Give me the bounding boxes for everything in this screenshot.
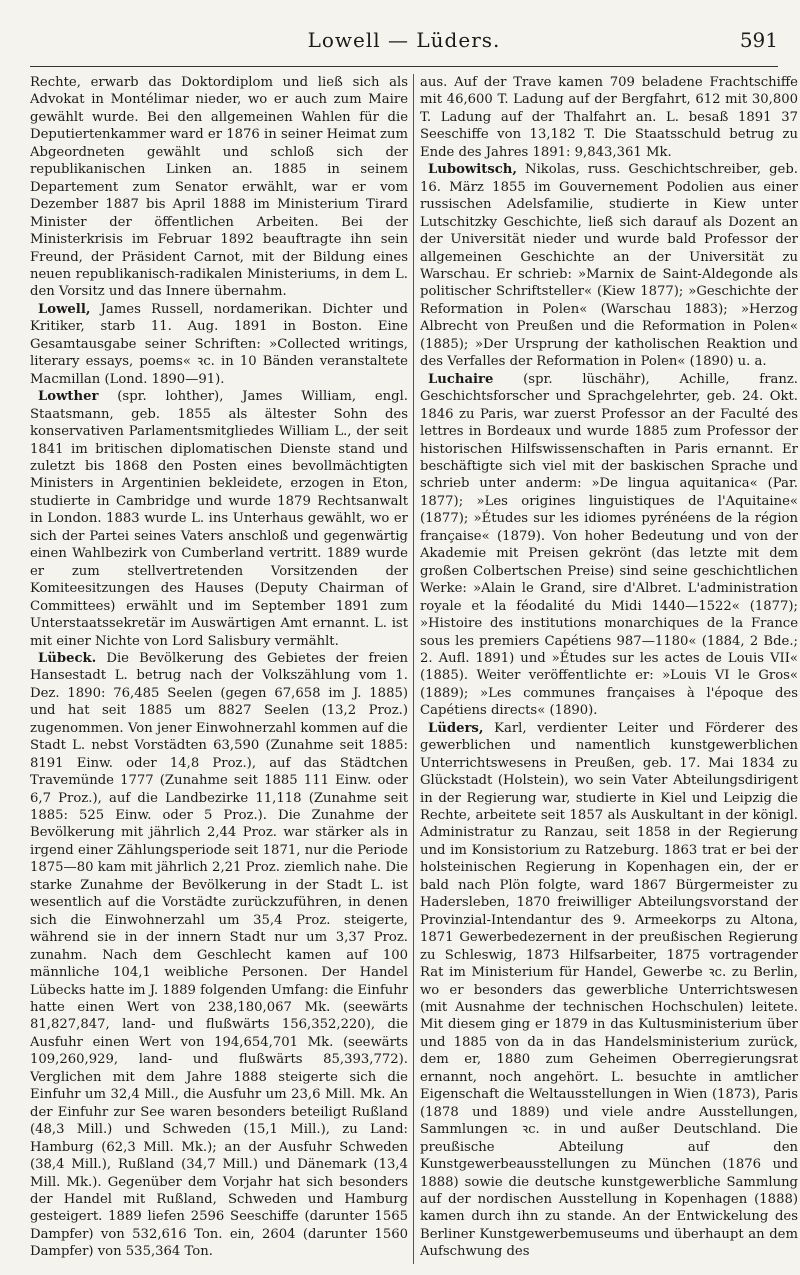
article-luebeck	[30, 650, 408, 1261]
article-headword: Lowther	[38, 389, 99, 405]
article-text: Nikolas, russ. Geschichtschreiber, geb. 16. März 1855 im Gouvernement Podolien aus einer russischen Adelsfamilie, studierte in Kiew unter Lutschitzky Geschichte, ließ sich darauf als Dozent an der Universität nieder und wurde bald Professor der allgemeinen Geschichte an der Universität zu Warschau. Er schrieb: »Marnix de Saint-Aldegonde als politischer Schriftsteller« (Kiew 1877); »Geschichte der Reformation in Polen« (Warschau 1883); »Herzog Albrecht von Preußen und die Reformation in Polen« (1885); »Der Ursprung der katholischen Reaktion und des Verfalles der Reformation in Polen« (1890) u. a.	[420, 162, 798, 370]
article-paragraph	[30, 74, 408, 301]
article-lowther	[30, 388, 408, 650]
article-headword: Lüders,	[428, 720, 484, 736]
column-divider	[413, 74, 414, 1264]
article-text: Karl, verdienter Leiter und Förderer des gewerblichen und namentlich kunstgewerblichen Unterrichtswesens in Preußen, geb. 17. Mai 1834 zu Glückstadt (Holstein), wo sein Vater Abteilungsdirigent in der Regierung war, studierte in Kiel und Leipzig die Rechte, arbeitete seit 1857 als Auskultant in der königl. Administratur zu Ranzau, seit 1858 in der Regierung und im Konsistorium zu Ratzeburg. 1863 trat er bei der holsteinischen Regierung in Kopenhagen ein, der er bald nach Plön folgte, ward 1867 Bürgermeister zu Hadersleben, 1870 freiwilliger Abteilungsvorstand der Provinzial-Intendantur des 9. Armeekorps zu Altona, 1871 Gewerbedezernent in der preußischen Regierung zu Schleswig, 1873 Hilfsarbeiter, 1875 vortragender Rat im Ministerium für Handel, Gewerbe ꝛc. zu Berlin, wo er besonders das gewerbliche Unterrichtswesen (mit Ausnahme der technischen Hochschulen) leitete. Mit diesem ging er 1879 in das Kultusministerium über und 1885 von da in das Handelsministerium zurück, dem er, 1880 zum Geheimen Oberregierungsrat ernannt, noch angehört. L. besuchte in amtlicher Eigenschaft die Weltausstellungen in Wien (1873), Paris (1878 und 1889) und viele andre Ausstellungen, Sammlungen ꝛc. in und außer Deutschland. Die preußische Abteilung auf den Kunstgewerbeausstellungen zu München (1876 und 1888) sowie die deutsche kunstgewerbliche Sammlung auf der nordischen Ausstellung in Kopenhagen (1888) kamen durch ihn zu stande. An der Entwickelung des Berliner Kunstgewerbemuseums und überhaupt an dem Aufschwung des	[420, 720, 798, 1260]
article-text: Die Bevölkerung des Gebietes der freien Hansestadt L. betrug nach der Volkszählung vom 1. Dez. 1890: 76,485 Seelen (gegen 67,658 im J. 1885) und hat seit 1885 um 8827 Seelen (13,2 Proz.) zugenommen. Von jener Einwohnerzahl kommen auf die Stadt L. nebst Vorstädten 63,590 (Zunahme seit 1885: 8191 Einw. oder 14,8 Proz.), auf das Städtchen Travemünde 1777 (Zunahme seit 1885 111 Einw. oder 6,7 Proz.), auf die Landbezirke 11,118 (Zunahme seit 1885: 525 Einw. oder 5 Proz.). Die Zunahme der Bevölkerung mit jährlich 2,44 Proz. war stärker als in irgend einer Zählungsperiode seit 1871, nur die Periode 1875—80 kam mit jährlich 2,21 Proz. ziemlich nahe. Die starke Zunahme der Bevölkerung in der Stadt L. ist wesentlich auf die Vorstädte zurückzuführen, in denen sich die Einwohnerzahl um 35,4 Proz. steigerte, während sie in der innern Stadt nur um 3,37 Proz. zunahm. Nach dem Geschlecht kamen auf 100 männliche 104,1 weibliche Personen. Der Handel Lübecks hatte im J. 1889 folgenden Umfang: die Einfuhr hatte einen Wert von 238,180,067 Mk. (seewärts 81,827,847, land- und flußwärts 156,352,220), die Ausfuhr einen Wert von 194,654,701 Mk. (seewärts 109,260,929, land- und flußwärts 85,393,772). Verglichen mit dem Jahre 1888 steigerte sich die Einfuhr um 32,4 Mill., die Ausfuhr um 23,6 Mill. Mk. An der Einfuhr zur See waren besonders beteiligt Rußland (48,3 Mill.) und Schweden (15,1 Mill.), zu Land: Hamburg (62,3 Mill. Mk.); an der Ausfuhr Schweden (38,4 Mill.), Rußland (34,7 Mill.) und Dänemark (13,4 Mill. Mk.). Gegenüber dem Vorjahr hat sich besonders der Handel mit Rußland, Schweden und Hamburg gesteigert. 1889 liefen 2596 Seeschiffe (darunter 1565 Dampfer) von 532,616 Ton. ein, 2604 (darunter 1560 Dampfer) von 535,364 Ton.	[30, 650, 408, 1260]
article-lueders	[420, 720, 798, 1261]
header-rule	[30, 66, 778, 67]
article-continuation	[420, 74, 798, 161]
article-luchaire	[420, 371, 798, 720]
article-headword: Lübeck.	[38, 650, 97, 666]
article-lubowitsch	[420, 161, 798, 370]
page-number: 591	[739, 28, 778, 52]
article-headword: Lubowitsch,	[428, 162, 517, 178]
article-text: James Russell, nordamerikan. Dichter und Kritiker, starb 11. Aug. 1891 in Boston. Eine Gesamtausgabe seiner Schriften: »Collected writings, literary essays, poems« ꝛc. in 10 Bänden veranstaltete Macmillan (Lond. 1890—91).	[30, 301, 408, 387]
article-text: Rechte, erwarb das Doktordiplom und ließ sich als Advokat in Montélimar nieder, wo er auch zum Maire gewählt wurde. Bei den allgemeinen Wahlen für die Deputiertenkammer ward er 1876 in seiner Heimat zum Abgeordneten gewählt und schloß sich der republikanischen Linken an. 1885 in seinem Departement zum Senator erwählt, war er vom Dezember 1887 bis April 1888 im Ministerium Tirard Minister der öffentlichen Arbeiten. Bei der Ministerkrisis im Februar 1892 beauftragte ihn sein Freund, der Präsident Carnot, mit der Bildung eines neuen republikanisch-radikalen Ministeriums, in dem L. den Vorsitz und das Innere übernahm.	[30, 75, 408, 300]
left-column	[30, 74, 408, 1264]
article-headword: Luchaire	[428, 371, 494, 387]
right-column	[420, 74, 798, 1264]
article-text: (spr. lohther), James William, engl. Staatsmann, geb. 1855 als ältester Sohn des konservativen Parlamentsmitgliedes William L., der seit 1841 im britischen diplomatischen Dienste stand und zuletzt bis 1868 den Posten eines bevollmächtigten Ministers in Argentinien bekleidete, erzogen in Eton, studierte in Cambridge und wurde 1879 Rechtsanwalt in London. 1883 wurde L. ins Unterhaus gewählt, wo er sich der Partei seines Vaters anschloß und gegenwärtig einen Wahlbezirk von Cumberland vertritt. 1889 wurde er zum stellvertretenden Vorsitzenden der Komiteesitzungen des Hauses (Deputy Chairman of Committees) erwählt und im September 1891 zum Unterstaatssekretär im Auswärtigen Amt ernannt. L. ist mit einer Nichte von Lord Salisbury vermählt.	[30, 389, 408, 649]
article-text: (spr. lüschähr), Achille, franz. Geschichtsforscher und Sprachgelehrter, geb. 24. Okt. 1846 zu Paris, war zuerst Professor an der Faculté des lettres in Bordeaux und wurde 1885 zum Professor der historischen Hilfswissenschaften in Paris ernannt. Er beschäftigte sich viel mit der baskischen Sprache und schrieb unter anderm: »De lingua aquitanica« (Par. 1877); »Les origines linguistiques de l'Aquitaine« (1877); »Études sur les idiomes pyrénéens de la région française« (1879). Von hoher Bedeutung und von der Akademie mit Preisen gekrönt (das letzte mit dem großen Colbertschen Preise) sind seine geschichtlichen Werke: »Alain le Grand, sire d'Albret. L'administration royale et la féodalité du Midi 1440—1522« (1877); »Histoire des institutions monarchiques de la France sous les premiers Capétiens 987—1180« (1884, 2 Bde.; 2. Aufl. 1891) und »Études sur les actes de Louis VII« (1885). Weiter veröffentlichte er: »Louis VI le Gros« (1889); »Les communes françaises à l'époque des Capétiens directs« (1890).	[420, 371, 798, 719]
article-text: aus. Auf der Trave kamen 709 beladene Frachtschiffe mit 46,600 T. Ladung auf der Bergfahrt, 612 mit 30,800 T. Ladung auf der Thalfahrt an. L. besaß 1891 37 Seeschiffe von 13,182 T. Die Staatsschuld betrug zu Ende des Jahres 1891: 9,843,361 Mk.	[420, 75, 798, 160]
running-header	[30, 28, 778, 62]
article-headword: Lowell,	[38, 301, 91, 317]
running-title: Lowell — Lüders.	[307, 28, 501, 52]
article-lowell	[30, 301, 408, 388]
